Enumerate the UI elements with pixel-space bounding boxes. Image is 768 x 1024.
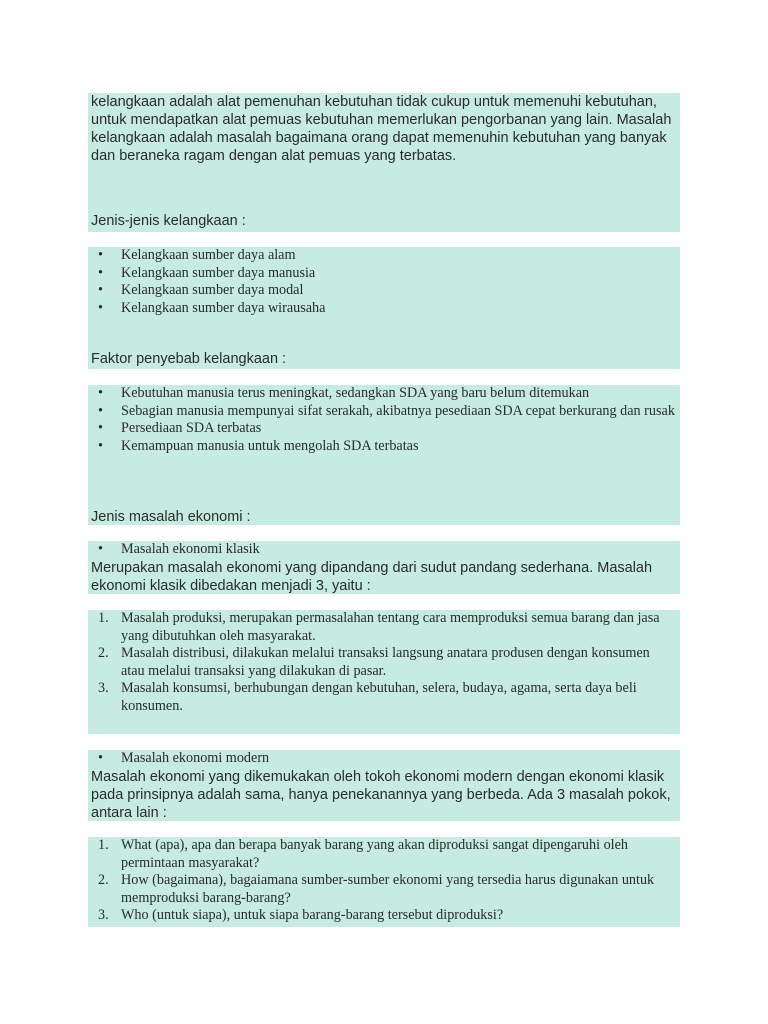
list-item: 3. Who (untuk siapa), untuk siapa barang-barang tersebut diproduksi? [88, 907, 672, 925]
list-item: • Kebutuhan manusia terus meningkat, sedangkan SDA yang baru belum ditemukan [88, 385, 680, 403]
modern-bullet-list [88, 750, 680, 768]
intro-paragraph: kelangkaan adalah alat pemenuhan kebutuhan tidak cukup untuk memenuhi kebutuhan, untuk mendapatkan alat pemuas kebutuhan memerlukan pengorbanan yang lain. Masalah kelangkaan adalah masalah bagaimana orang dapat memenuhin kebutuhan yang banyak dan beraneka ragam dengan alat pemuas yang terbatas. [91, 94, 672, 164]
list-item: • Kelangkaan sumber daya modal [88, 282, 680, 300]
list-item: 3. Masalah konsumsi, berhubungan dengan kebutuhan, selera, budaya, agama, serta daya beli konsumen. [88, 680, 672, 715]
list-item: • Kelangkaan sumber daya wirausaha [88, 300, 680, 318]
jenis-kelangkaan-heading: Jenis-jenis kelangkaan : [91, 213, 246, 229]
modern-description: Masalah ekonomi yang dikemukakan oleh tokoh ekonomi modern dengan ekonomi klasik pada prinsipnya adalah sama, hanya penekanannya yang berbeda. Ada 3 masalah pokok, antara lain : [91, 768, 671, 821]
modern-list-block [88, 837, 680, 927]
list-item: • Kemampuan manusia untuk mengolah SDA terbatas [88, 438, 680, 456]
faktor-heading: Faktor penyebab kelangkaan : [91, 351, 287, 367]
klasik-description: Merupakan masalah ekonomi yang dipandang dari sudut pandang sederhana. Masalah ekonomi klasik dibedakan menjadi 3, yaitu : [91, 559, 653, 594]
list-item: • Kelangkaan sumber daya alam [88, 247, 680, 265]
klasik-block [88, 541, 680, 594]
list-item: • Kelangkaan sumber daya manusia [88, 265, 680, 283]
list-item: • Persediaan SDA terbatas [88, 420, 680, 438]
list-item: 2. How (bagaimana), bagaiamana sumber-sumber ekonomi yang tersedia harus digunakan untuk memproduksi barang-barang? [88, 872, 672, 907]
jenis-kelangkaan-block [88, 247, 680, 369]
faktor-block [88, 385, 680, 525]
list-item: 1. Masalah produksi, merupakan permasalahan tentang cara memproduksi semua barang dan jasa yang dibutuhkan oleh masyarakat. [88, 610, 672, 645]
list-item: • Sebagian manusia mempunyai sifat serakah, akibatnya pesediaan SDA cepat berkurang dan rusak [88, 403, 680, 421]
modern-list [88, 837, 680, 925]
klasik-bullet-list [88, 541, 680, 559]
klasik-list-block [88, 610, 680, 734]
list-item: 2. Masalah distribusi, dilakukan melalui transaksi langsung anatara produsen dengan konsumen atau melalui transaksi yang dilakukan di pasar. [88, 645, 672, 680]
jenis-kelangkaan-list [88, 247, 680, 317]
list-item: 1. What (apa), apa dan berapa banyak barang yang akan diproduksi sangat dipengaruhi oleh permintaan masyarakat? [88, 837, 672, 872]
modern-bullet: • Masalah ekonomi modern [88, 750, 680, 768]
faktor-list [88, 385, 680, 455]
modern-block [88, 750, 680, 821]
klasik-list [88, 610, 680, 716]
jenis-masalah-heading: Jenis masalah ekonomi : [91, 509, 251, 525]
intro-block [88, 93, 680, 232]
klasik-bullet: • Masalah ekonomi klasik [88, 541, 680, 559]
